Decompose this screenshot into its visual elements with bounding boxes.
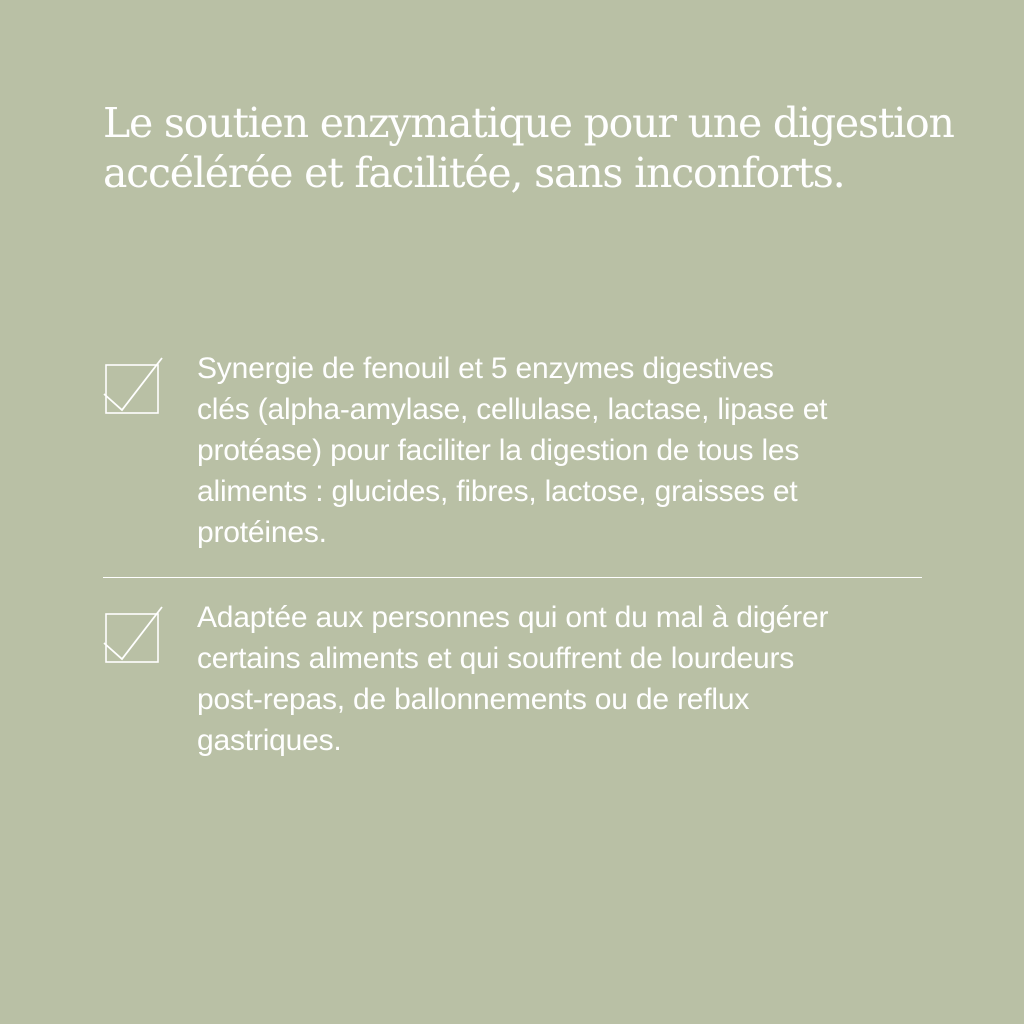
headline: Le soutien enzymatique pour une digestion accélérée et facilitée, sans inconforts. (103, 99, 954, 197)
checkbox-checked-icon (103, 605, 165, 665)
checkbox-checked-icon (103, 356, 165, 416)
benefit-text: Adaptée aux personnes qui ont du mal à digérer certains aliments et qui souffrent de lourdeurs post-repas, de ballonnements ou de reflux gastriques. (197, 601, 829, 757)
divider (103, 577, 922, 578)
benefit-text: Synergie de fenouil et 5 enzymes digestives clés (alpha-amylase, cellulase, lactase, lipase et protéase) pour faciliter la digestion de tous les aliments : glucides, fibres, lactose, graisses et protéines. (197, 352, 828, 549)
